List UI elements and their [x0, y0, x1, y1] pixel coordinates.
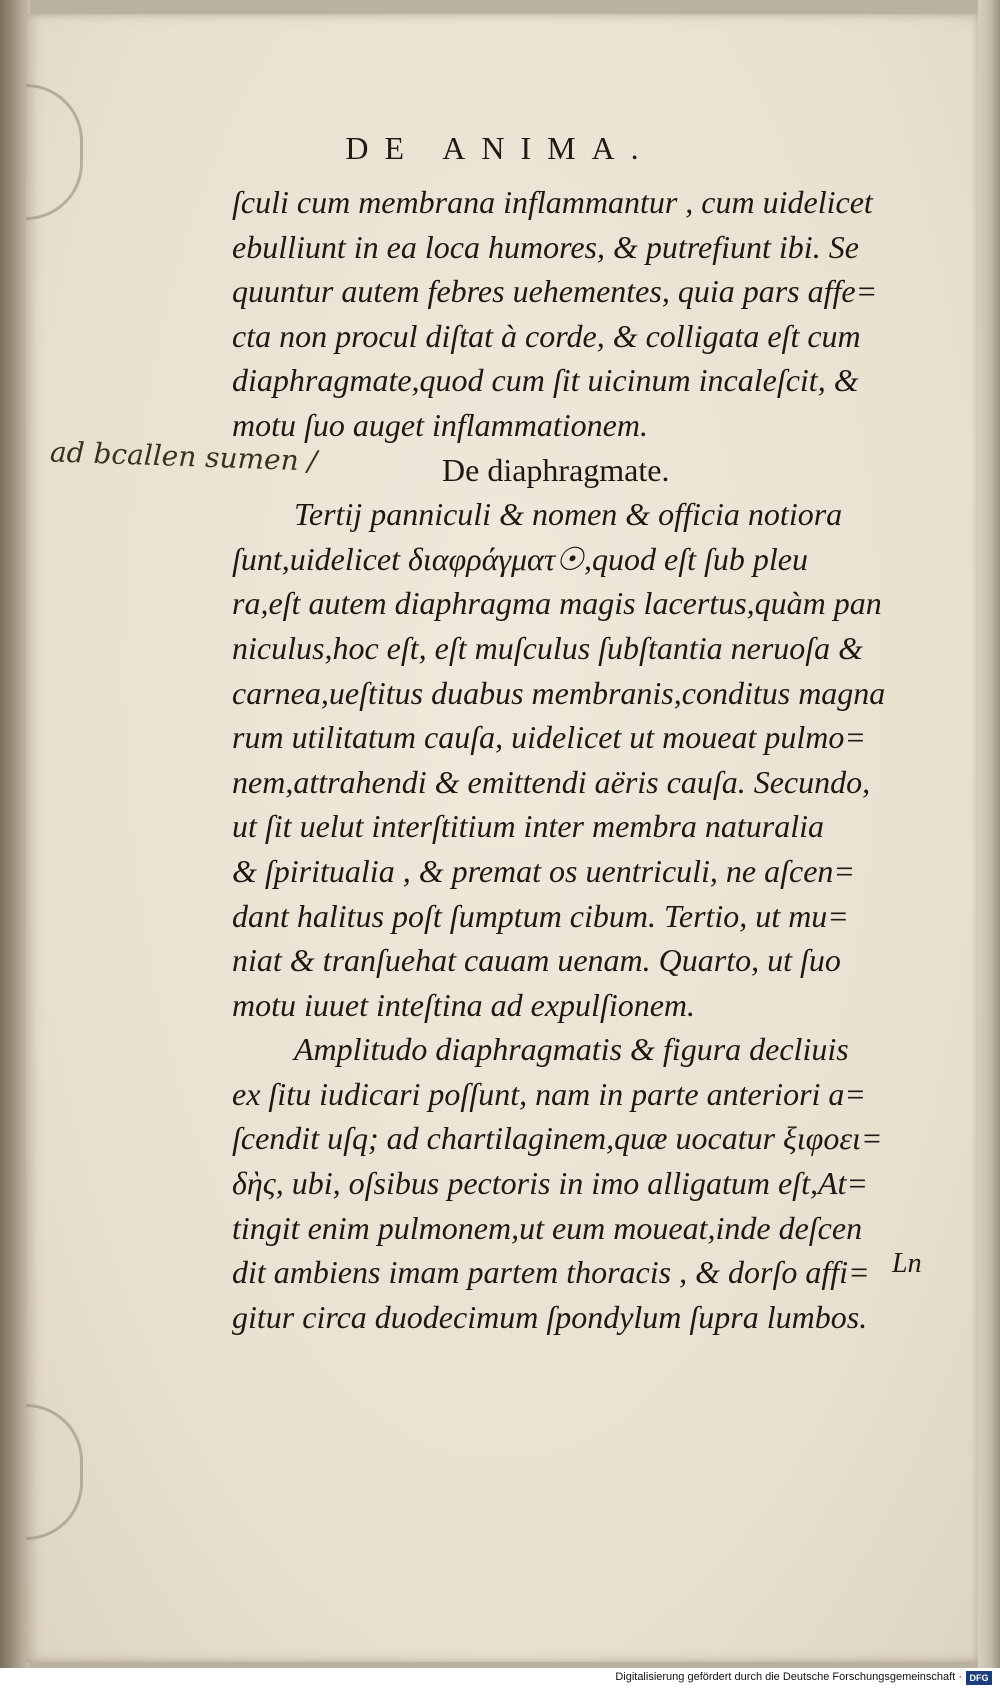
- running-head: DE ANIMA.: [345, 130, 655, 166]
- text-line: tingit enim pulmonem,ut eum moueat,inde deſcen: [232, 1209, 863, 1246]
- text-line: ra,eſt autem diaphragma magis lacertus,quàm pan: [232, 585, 882, 622]
- book-fore-edge: [978, 0, 1000, 1668]
- text-line: nem,attrahendi & emittendi aëris cauſa. Secundo,: [232, 763, 871, 800]
- text-line: cta non procul diſtat à corde, & colligata eſt cum: [232, 317, 861, 354]
- page-clip-bottom: [26, 1404, 83, 1540]
- text-block: [232, 180, 952, 1339]
- text-line: niculus,hoc eſt, eſt muſculus ſubſtantia neruoſa &: [232, 629, 864, 666]
- text-line: diaphragmate,quod cum ſit uicinum incaleſcit, &: [232, 362, 859, 399]
- text-line: & ſpiritualia , & premat os uentriculi, ne aſcen=: [232, 852, 856, 889]
- text-line: dit ambiens imam partem thoracis , & dorſo affi=: [232, 1254, 870, 1291]
- text-line: niat & tranſuehat cauam uenam. Quarto, ut ſuo: [232, 942, 841, 979]
- signature-mark: Ln: [892, 1248, 922, 1279]
- dfg-logo: DFG: [966, 1671, 992, 1685]
- text-line: ſculi cum membrana inflammantur , cum uidelicet: [232, 184, 873, 220]
- text-line: rum utilitatum cauſa, uidelicet ut moueat pulmo=: [232, 719, 866, 756]
- text-line: motu ſuo auget inflammationem.: [232, 406, 648, 443]
- text-line: quuntur autem febres uehementes, quia pars affe=: [232, 273, 878, 310]
- text-line: ebulliunt in ea loca humores, & putrefiunt ibi. Se: [232, 228, 859, 265]
- text-line: dant halitus poſt ſumptum cibum. Tertio, ut mu=: [232, 897, 849, 934]
- text-line: gitur circa duodecimum ſpondylum ſupra lumbos.: [232, 1298, 868, 1335]
- handwritten-marginal-note: ad bcallen sumen /: [49, 435, 318, 478]
- section-heading: De diaphragmate.: [442, 451, 670, 488]
- text-line: δὴς, ubi, oſsibus pectoris in imo alligatum eſt,At=: [232, 1165, 868, 1202]
- text-line: carnea,ueſtitus duabus membranis,conditus magna: [232, 674, 886, 711]
- text-line: motu iuuet inteſtina ad expulſionem.: [232, 986, 696, 1023]
- text-line: ſcendit uſq; ad chartilaginem,quæ uocatur ξιφοει=: [232, 1120, 883, 1157]
- footer-bar: [0, 1668, 1000, 1690]
- text-line: Amplitudo diaphragmatis & figura decliuis: [294, 1031, 849, 1068]
- text-line: ſunt,uidelicet διαφράγματ☉,quod eſt ſub pleu: [232, 540, 808, 577]
- text-line: Tertij panniculi & nomen & officia notiora: [294, 496, 843, 533]
- text-line: ex ſitu iudicari poſſunt, nam in parte anteriori a=: [232, 1075, 866, 1112]
- digitization-credit: Digitalisierung gefördert durch die Deutsche Forschungsgemeinschaft ·: [615, 1671, 962, 1683]
- text-line: ut ſit uelut interſtitium inter membra naturalia: [232, 808, 824, 845]
